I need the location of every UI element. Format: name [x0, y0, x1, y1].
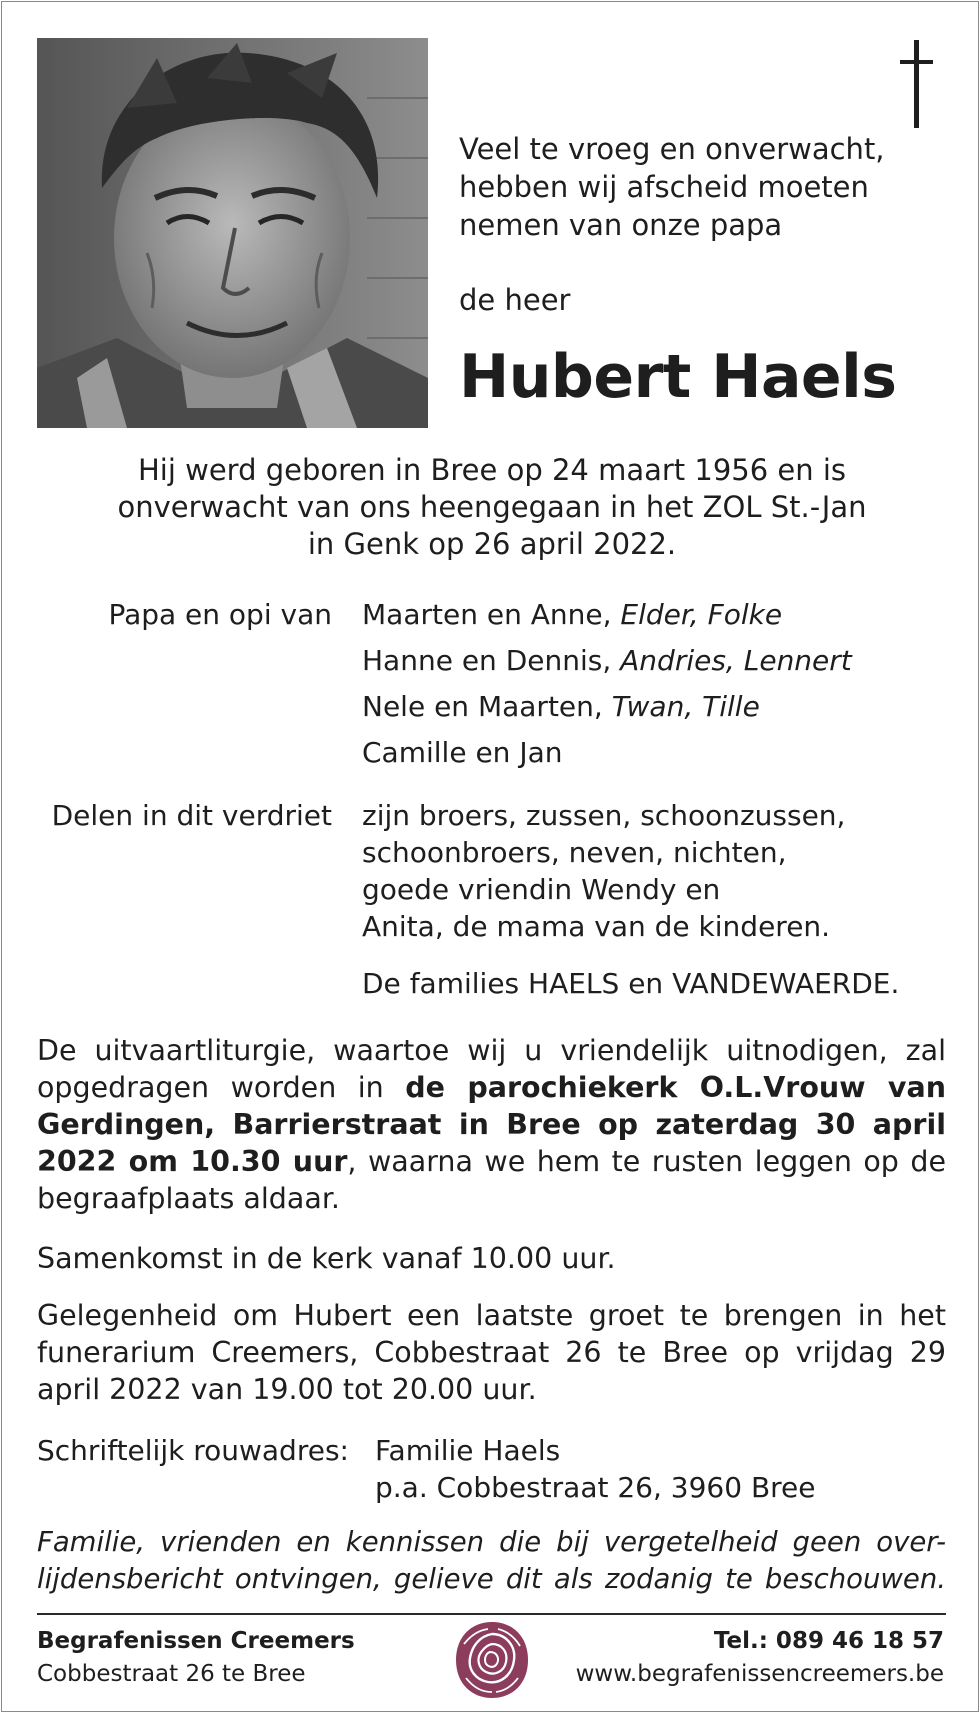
sorrow-label: Delen in dit verdriet — [51, 799, 332, 832]
rose-icon — [454, 1620, 530, 1700]
grandchildren: Twan, Tille — [611, 690, 760, 723]
footer-website[interactable]: www.begrafenissencreemers.be — [575, 1661, 944, 1687]
family-row — [362, 596, 782, 633]
sorrow-line: schoonbroers, neven, nichten, — [362, 836, 787, 869]
intro-text — [459, 130, 929, 319]
deceased-name: Hubert Haels — [459, 342, 897, 412]
family-label: Papa en opi van — [108, 598, 332, 631]
address-label: Schriftelijk rouwadres: — [37, 1434, 349, 1467]
family-row — [362, 642, 852, 679]
intro-line: nemen van onze papa — [459, 208, 783, 242]
birth-line: Hij werd geboren in Bree op 24 maart 1956 en is — [137, 453, 847, 487]
funeral-lead: De uitvaartliturgie, waartoe wij u vriendelijk uitnodigen, zal opgedragen worden in — [37, 1034, 946, 1104]
birth-line: in Genk op 26 april 2022. — [307, 527, 677, 561]
address-line: p.a. Cobbestraat 26, 3960 Bree — [375, 1471, 816, 1504]
footer-company: Begrafenissen Creemers — [37, 1628, 355, 1654]
address-line: Familie Haels — [375, 1434, 561, 1467]
family-names: Camille en Jan — [362, 736, 563, 769]
notice-line: lijdensbericht ontvingen, gelieve dit als zodanig te beschouwen. — [37, 1563, 946, 1595]
footer-phone: Tel.: 089 46 18 57 — [713, 1628, 944, 1654]
honorific: de heer — [459, 283, 571, 317]
funeral-details: de parochiekerk O.L.Vrouw van Gerdingen, Barrierstraat in Bree op zaterdag 30 april 2022 om 10.30 uur — [37, 1071, 946, 1178]
funeral-tail: , waarna we hem te rusten leggen op de begraafplaats aldaar. — [37, 1145, 946, 1215]
birth-death-text — [42, 452, 942, 563]
grandchildren: Andries, Lennert — [620, 644, 852, 677]
footer-street: Cobbestraat 26 te Bree — [37, 1661, 306, 1687]
cross-icon — [897, 40, 937, 130]
portrait-photo — [37, 38, 428, 428]
family-names: Nele en Maarten, — [362, 690, 612, 723]
portrait-icon — [37, 38, 428, 428]
intro-line: hebben wij afscheid moeten — [459, 170, 869, 204]
sorrow-line: goede vriendin Wendy en — [362, 873, 721, 906]
birth-line: onverwacht van ons heengegaan in het ZOL St.-Jan — [117, 490, 867, 524]
family-names: Maarten en Anne, — [362, 598, 621, 631]
visit-paragraph: Gelegenheid om Hubert een laatste groet te brengen in het funerarium Creemers, Cobbestraat 26 te Bree op vrijdag 29 april 2022 van 19.00 tot 20.00 uur. — [37, 1299, 946, 1406]
sorrow-line: Anita, de mama van de kinderen. — [362, 910, 831, 943]
footer-divider — [37, 1613, 946, 1615]
notice-text — [37, 1524, 946, 1598]
families-line: De families HAELS en VANDEWAERDE. — [362, 967, 900, 1000]
notice-line: Familie, vrienden en kennissen die bij vergetelheid geen over- — [37, 1526, 946, 1558]
family-row — [362, 688, 760, 725]
sorrow-line: zijn broers, zussen, schoonzussen, — [362, 799, 846, 832]
grandchildren: Elder, Folke — [620, 598, 783, 631]
funeral-paragraph — [37, 1032, 946, 1217]
gathering-text: Samenkomst in de kerk vanaf 10.00 uur. — [37, 1242, 616, 1275]
family-names: Hanne en Dennis, — [362, 644, 621, 677]
family-row — [362, 734, 562, 771]
obituary-card — [1, 1, 979, 1712]
sorrow-list — [362, 797, 845, 945]
intro-line: Veel te vroeg en onverwacht, — [459, 132, 885, 166]
